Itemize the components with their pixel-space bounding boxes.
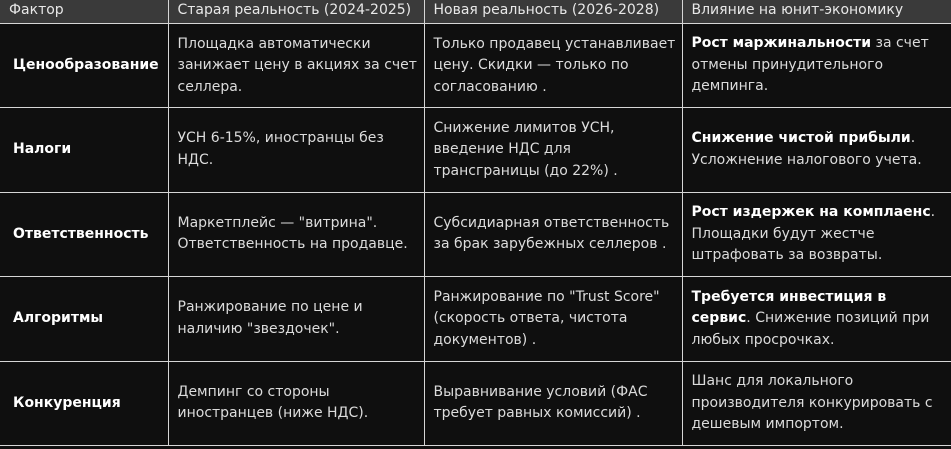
new-reality-cell: Выравнивание условий (ФАС требует равных комиссий) .: [424, 361, 682, 446]
old-reality-cell: Демпинг со стороны иностранцев (ниже НДС).: [168, 361, 424, 446]
impact-text: . Площадки будут жестче штрафовать за возвраты.: [691, 204, 936, 263]
table-row: [0, 192, 951, 277]
impact-cell: [682, 192, 951, 277]
factor-cell: Налоги: [0, 108, 168, 193]
impact-cell: [682, 361, 951, 446]
new-reality-cell: Субсидиарная ответственность за брак зарубежных селлеров .: [424, 192, 682, 277]
old-reality-cell: Маркетплейс — "витрина". Ответственность на продавце.: [168, 192, 424, 277]
impact-text: за счет отмены принудительного демпинга.: [691, 35, 929, 94]
table-row: [0, 108, 951, 193]
impact-bold-text: Рост маржинальности: [691, 35, 872, 51]
table-row: [0, 23, 951, 108]
old-reality-cell: Площадка автоматически занижает цену в акциях за счет селлера.: [168, 23, 424, 108]
factor-cell: Алгоритмы: [0, 277, 168, 362]
impact-cell: [682, 108, 951, 193]
factor-cell: Конкуренция: [0, 361, 168, 446]
old-reality-cell: УСН 6-15%, иностранцы без НДС.: [168, 108, 424, 193]
new-reality-cell: Снижение лимитов УСН, введение НДС для трансграницы (до 22%) .: [424, 108, 682, 193]
impact-text: . Снижение позиций при любых просрочках.: [691, 310, 930, 348]
impact-cell: [682, 23, 951, 108]
header-new-reality: Новая реальность (2026-2028): [424, 0, 682, 23]
impact-text: . Усложнение налогового учета.: [691, 130, 922, 168]
factor-cell: Ценообразование: [0, 23, 168, 108]
impact-bold-text: Требуется инвестиция в сервис: [691, 288, 887, 326]
old-reality-cell: Ранжирование по цене и наличию "звездочек".: [168, 277, 424, 362]
new-reality-cell: Ранжирование по "Trust Score" (скорость ответа, чистота документов) .: [424, 277, 682, 362]
impact-bold-text: Снижение чистой прибыли: [691, 130, 911, 147]
factor-cell: Ответственность: [0, 192, 168, 277]
header-factor: Фактор: [0, 0, 168, 23]
table-row: [0, 361, 951, 446]
header-old-reality: Старая реальность (2024-2025): [168, 0, 424, 23]
impact-text: Шанс для локального производителя конкурировать с дешевым импортом.: [691, 373, 933, 432]
table-row: [0, 277, 951, 362]
table-header-row: [0, 0, 951, 23]
new-reality-cell: Только продавец устанавливает цену. Скидки — только по согласованию .: [424, 23, 682, 108]
impact-bold-text: Рост издержек на комплаенс: [691, 204, 931, 220]
header-impact: Влияние на юнит-экономику: [682, 0, 951, 23]
impact-cell: [682, 277, 951, 362]
